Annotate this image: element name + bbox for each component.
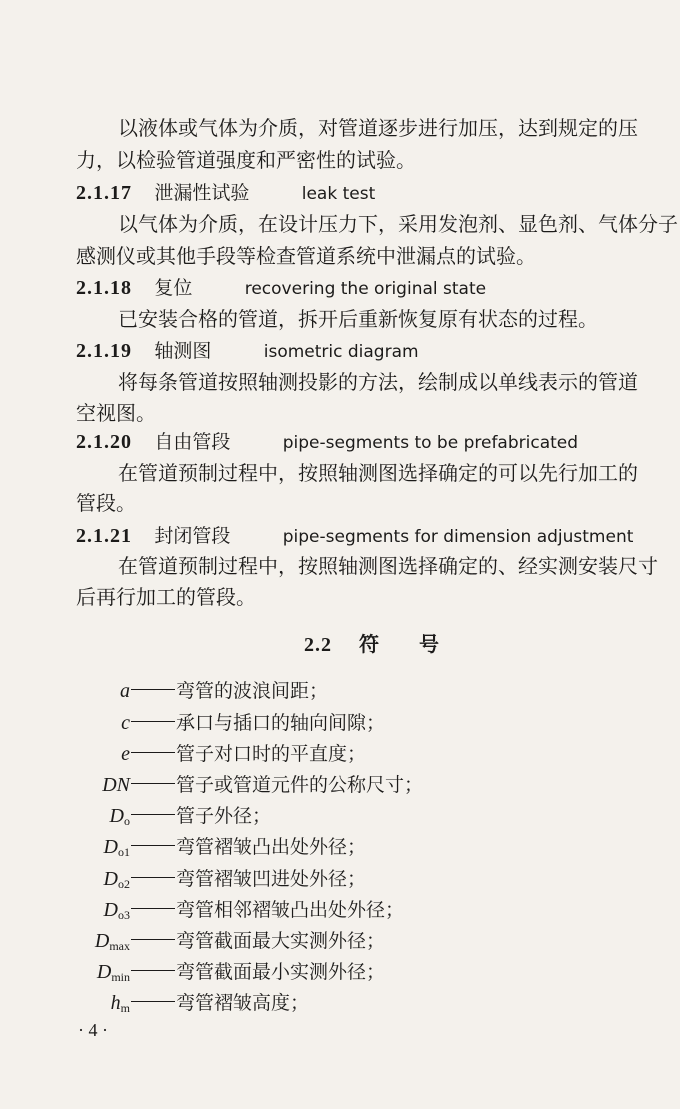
symbol: $h_m$ [110, 992, 130, 1015]
em-dash [131, 877, 175, 878]
symbol-definition: 弯管的波浪间距； [176, 680, 329, 702]
clause-term: 自由管段 [154, 431, 231, 453]
clause-term-english: pipe-segments for dimension adjustment [282, 527, 634, 547]
em-dash [131, 939, 175, 940]
symbol: e [121, 743, 130, 765]
symbol-row [60, 989, 309, 1022]
paragraph-line: 空视图。 [76, 401, 156, 425]
clause-number: 2.1.18 [76, 277, 132, 299]
symbol: $D_{o3}$ [103, 899, 130, 922]
paragraph-line: 以气体为介质，在设计压力下，采用发泡剂、显色剂、气体分子 [118, 212, 678, 236]
symbol-row [60, 771, 423, 804]
symbol: c [121, 712, 130, 734]
clause-number: 2.1.19 [76, 340, 132, 362]
em-dash [131, 752, 175, 753]
em-dash [131, 1001, 175, 1002]
symbol-row [60, 833, 366, 866]
paragraph-line: 管段。 [76, 491, 136, 515]
clause-term-english: leak test [301, 184, 376, 204]
symbol-definition: 管子外径； [176, 805, 272, 827]
clause-heading [76, 427, 578, 457]
clause-term-english: pipe-segments to be prefabricated [282, 433, 579, 453]
symbol-definition: 弯管褶皱凹进处外径； [176, 868, 367, 890]
em-dash [131, 970, 175, 971]
symbol-definition: 弯管褶皱高度； [176, 992, 310, 1014]
symbol-definition: 弯管褶皱凸出处外径； [176, 836, 367, 858]
clause-heading [76, 273, 486, 303]
symbol: $D_{min}$ [96, 961, 130, 984]
symbol-row [60, 709, 385, 742]
paragraph-line: 已安装合格的管道，拆开后重新恢复原有状态的过程。 [118, 307, 598, 331]
symbol: a [120, 680, 130, 702]
symbol-definition: 弯管截面最大实测外径； [176, 930, 386, 952]
symbol-row [60, 865, 366, 898]
paragraph-line: 将每条管道按照轴测投影的方法，绘制成以单线表示的管道 [118, 370, 638, 394]
clause-term: 泄漏性试验 [154, 182, 250, 204]
clause-number: 2.1.17 [76, 182, 132, 204]
em-dash [131, 689, 175, 690]
symbol: $D_{o2}$ [103, 868, 130, 891]
em-dash [131, 908, 175, 909]
symbol: DN [102, 774, 130, 796]
section-title: 符 号 [358, 632, 439, 656]
em-dash [131, 845, 175, 846]
paragraph-line: 后再行加工的管段。 [76, 585, 256, 609]
paragraph-line: 在管道预制过程中，按照轴测图选择确定的、经实测安装尺寸 [118, 554, 658, 578]
clause-heading [76, 521, 633, 551]
paragraph-line: 感测仪或其他手段等检查管道系统中泄漏点的试验。 [76, 244, 536, 268]
clause-number: 2.1.20 [76, 431, 132, 453]
symbol-definition: 管子或管道元件的公称尺寸； [176, 774, 424, 796]
paragraph-line: 在管道预制过程中，按照轴测图选择确定的可以先行加工的 [118, 461, 638, 485]
symbol-definition: 弯管相邻褶皱凸出处外径； [176, 899, 405, 921]
clause-number: 2.1.21 [76, 525, 132, 547]
symbol-definition: 承口与插口的轴向间隙； [176, 712, 386, 734]
symbol-row [60, 896, 404, 929]
symbol: $D_{max}$ [94, 930, 130, 953]
clause-heading [76, 336, 419, 366]
clause-term-english: recovering the original state [244, 279, 487, 299]
section-number: 2.2 [304, 634, 332, 656]
section-heading [304, 630, 439, 659]
em-dash [131, 814, 175, 815]
symbol-definition: 管子对口时的平直度； [176, 743, 367, 765]
symbol-row [60, 958, 385, 991]
symbol-definition: 弯管截面最小实测外径； [176, 961, 386, 983]
paragraph-line: 以液体或气体为介质，对管道逐步进行加压，达到规定的压 [118, 116, 638, 140]
symbol-row [60, 927, 385, 960]
clause-heading [76, 178, 375, 208]
page-number: · 4 · [78, 1020, 108, 1040]
symbol-row [60, 740, 366, 773]
symbol: $D_{o1}$ [103, 836, 130, 859]
clause-term: 封闭管段 [154, 525, 231, 547]
symbol: $D_o$ [109, 805, 130, 828]
paragraph-line: 力，以检验管道强度和严密性的试验。 [76, 148, 416, 172]
symbol-row [60, 677, 328, 710]
clause-term: 复位 [154, 277, 193, 299]
clause-term-english: isometric diagram [263, 342, 419, 362]
symbol-row [60, 802, 271, 835]
clause-term: 轴测图 [154, 340, 212, 362]
em-dash [131, 783, 175, 784]
em-dash [131, 721, 175, 722]
